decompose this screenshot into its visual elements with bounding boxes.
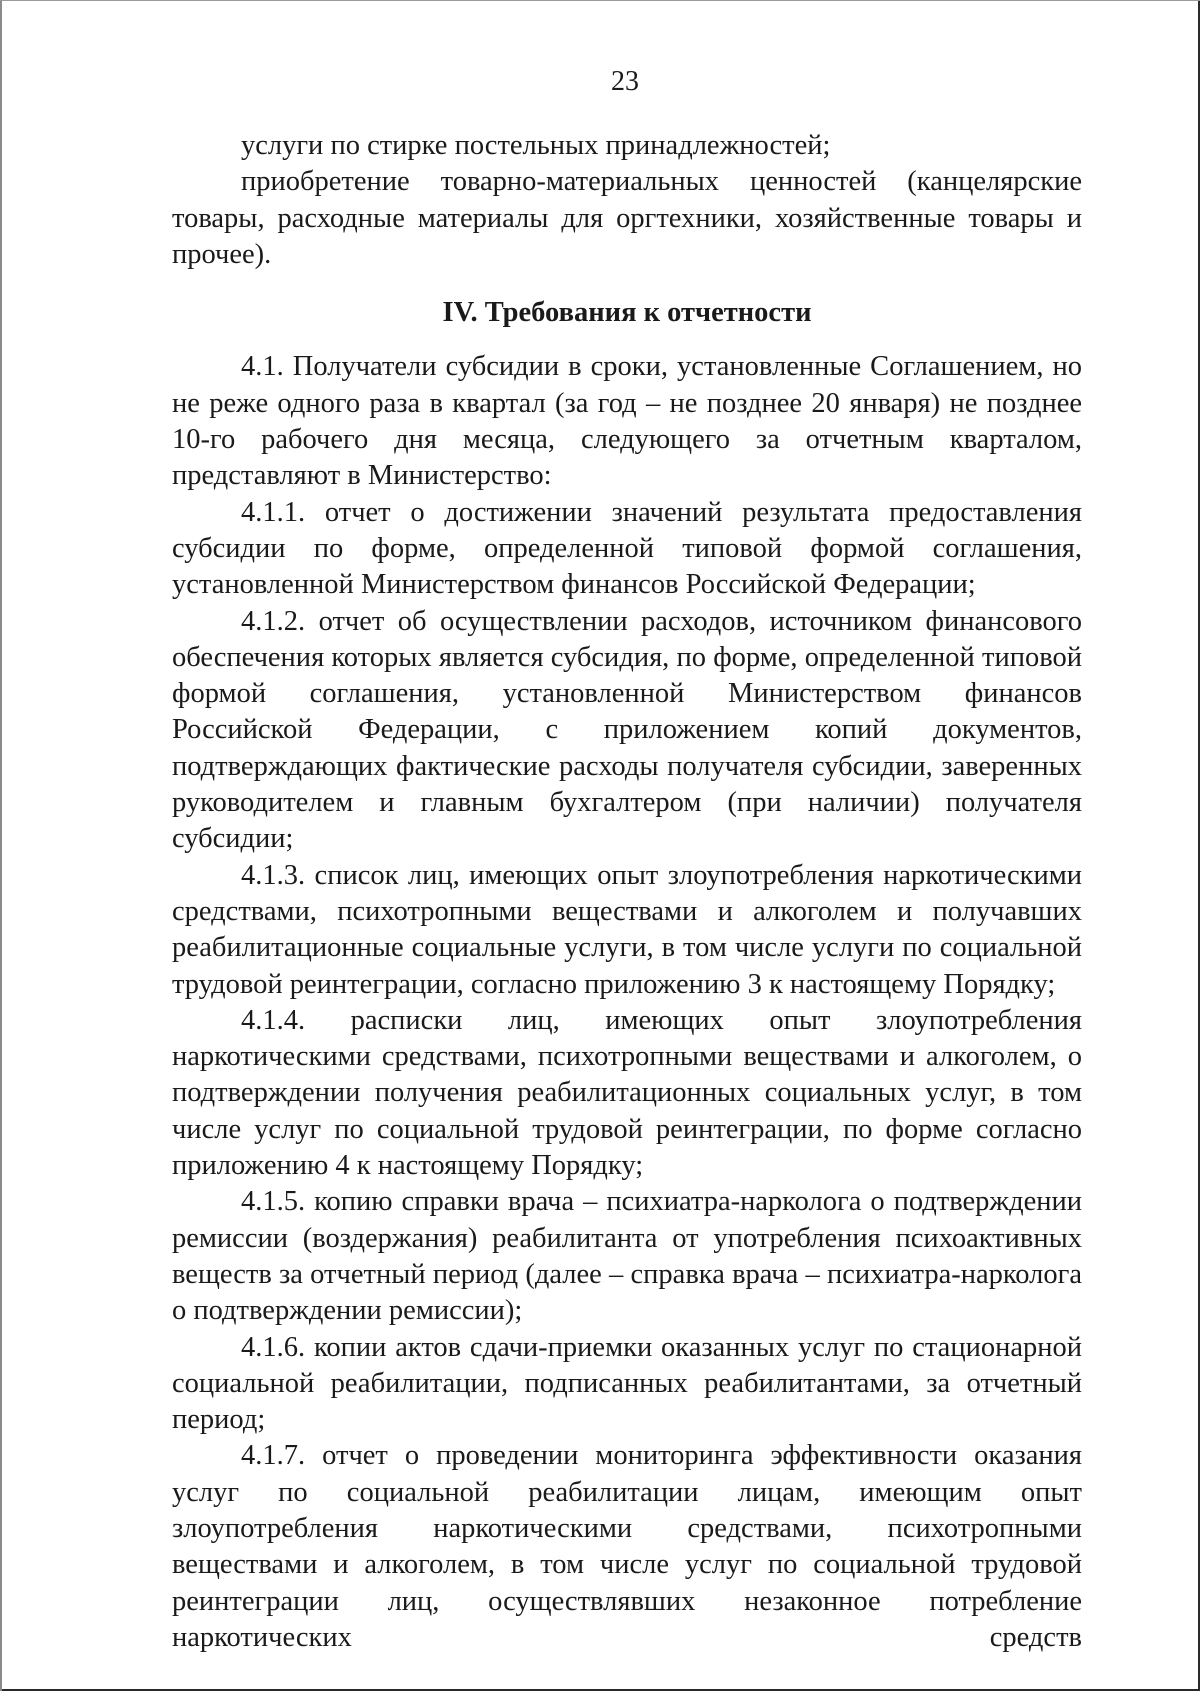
paragraph-inventory-purchase: приобретение товарно-материальных ценностей (канцелярские товары, расходные материалы для оргтехники, хозяйственные товары и прочее).	[172, 166, 1082, 270]
page-number: 23	[611, 66, 639, 97]
paragraph-laundry-services: услуги по стирке постельных принадлежностей;	[241, 130, 831, 161]
paragraph-4-1: 4.1. Получатели субсидии в сроки, установленные Соглашением, но не реже одного раза в квартал (за год – не позднее 20 января) не позднее 10-го рабочего дня месяца, следующего за отчетным кварталом, представляют в Министерство:	[172, 351, 1082, 492]
paragraph-4-1-5: 4.1.5. копию справки врача – психиатра-нарколога о подтверждении ремиссии (воздержания) реабилитанта от употребления психоактивных веществ за отчетный период (далее – справка врача – психиатра-нарколога о подтверждении ремиссии);	[172, 1186, 1082, 1327]
paragraph-4-1-6: 4.1.6. копии актов сдачи-приемки оказанных услуг по стационарной социальной реабилитации, подписанных реабилитантами, за отчетный период;	[172, 1331, 1082, 1436]
section-heading: IV. Требования к отчетности	[442, 297, 812, 329]
scan-edge-top	[0, 0, 1200, 1]
paragraph-4-1-7: 4.1.7. отчет о проведении мониторинга эффективности оказания услуг по социальной реабилитации лицам, имеющим опыт злоупотребления наркотическими средствами, психотропными веществами и алкоголем, в том числе услуг по социальной трудовой реинтеграции лиц, осуществлявших незаконное потребление наркотических средств	[172, 1440, 1082, 1653]
scan-edge-left	[0, 0, 2, 1691]
paragraph-4-1-1: 4.1.1. отчет о достижении значений результата предоставления субсидии по форме, определенной типовой формой соглашения, установленной Министерством финансов Российской Федерации;	[172, 496, 1082, 601]
paragraph-4-1-4: 4.1.4. расписки лиц, имеющих опыт злоупотребления наркотическими средствами, психотропными веществами и алкоголем, о подтверждении получения реабилитационных социальных услуг, в том числе услуг по социальной трудовой реинтеграции, по форме согласно приложению 4 к настоящему Порядку;	[172, 1004, 1082, 1182]
paragraph-4-1-3: 4.1.3. список лиц, имеющих опыт злоупотребления наркотическими средствами, психотропными веществами и алкоголем и получавших реабилитационные социальные услуги, в том числе услуги по социальной трудовой реинтеграции, согласно приложению 3 к настоящему Порядку;	[172, 859, 1082, 1000]
document-body	[172, 128, 1082, 1656]
paragraph-4-1-2: 4.1.2. отчет об осуществлении расходов, источником финансового обеспечения которых является субсидия, по форме, определенной типовой формой соглашения, установленной Министерством финансов Российской Федерации, с приложением копий документов, подтверждающих фактические расходы получателя субсидии, заверенных руководителем и главным бухгалтером (при наличии) получателя субсидии;	[172, 605, 1082, 855]
